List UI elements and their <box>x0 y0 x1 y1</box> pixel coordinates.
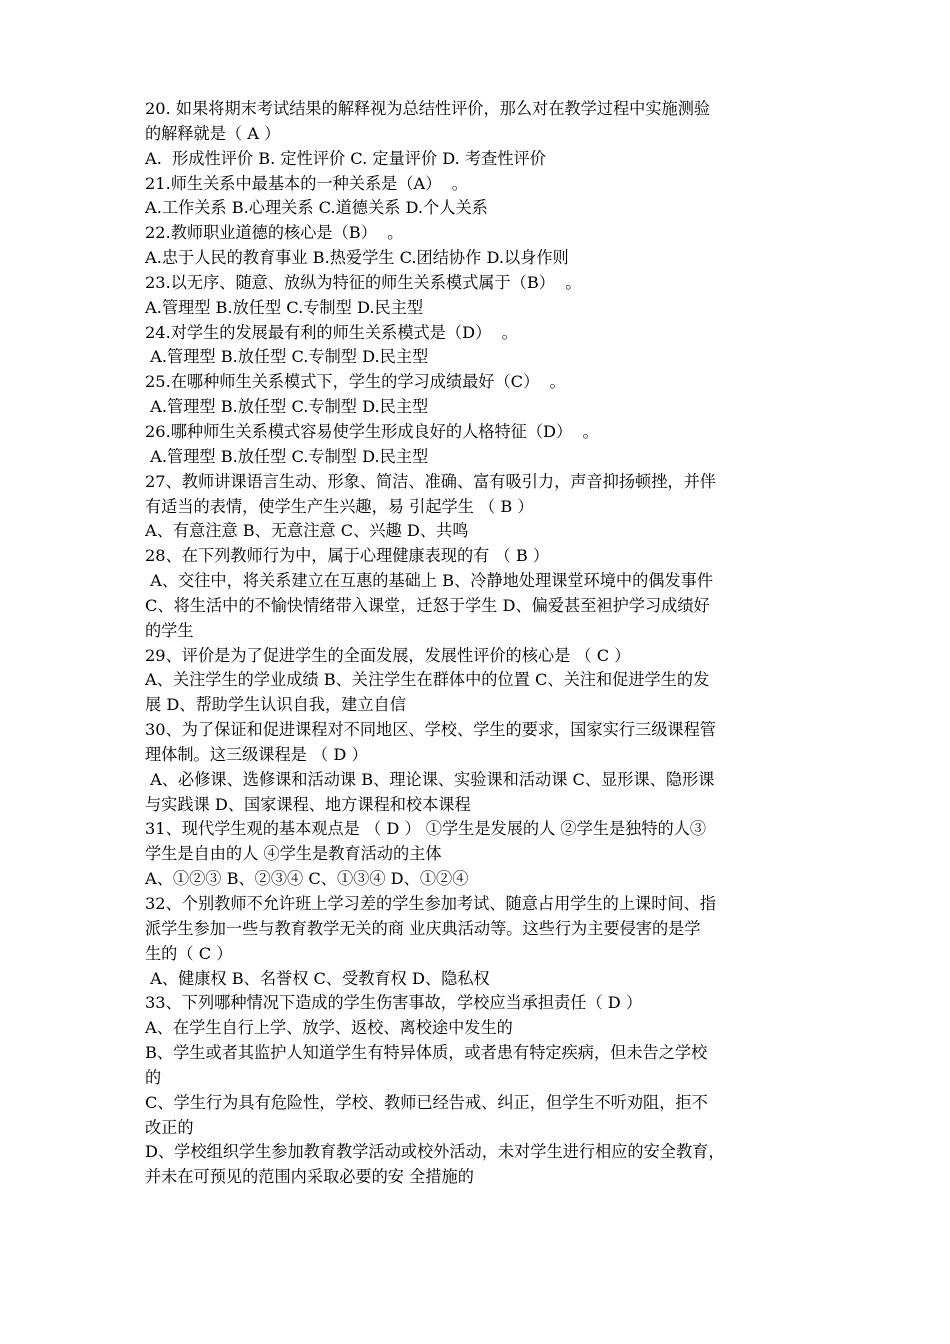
text-line: A.管理型 B.放任型 C.专制型 D.民主型 <box>145 397 429 417</box>
text-line: A、必修课、选修课和活动课 B、理论课、实验课和活动课 C、显形课、隐形课 <box>145 769 715 789</box>
text-line: 23.以无序、随意、放纵为特征的师生关系模式属于（B） 。 <box>145 272 582 292</box>
text-line: 25.在哪种师生关系模式下，学生的学习成绩最好（C） 。 <box>145 372 566 392</box>
text-line: 的解释就是（ A ） <box>145 123 281 143</box>
text-line: 26.哪种师生关系模式容易使学生形成良好的人格特征（D） 。 <box>145 421 599 441</box>
text-line: 33、下列哪种情况下造成的学生伤害事故，学校应当承担责任（ D ） <box>145 993 643 1013</box>
text-line: 29、评价是为了促进学生的全面发展，发展性评价的核心是 （ C ） <box>145 645 631 665</box>
text-line: 并未在可预见的范围内采取必要的安 全措施的 <box>145 1167 474 1187</box>
text-line: 32、个别教师不允许班上学习差的学生参加考试、随意占用学生的上课时间、指 <box>145 894 716 913</box>
text-line: 24.对学生的发展最有利的师生关系模式是（D） 。 <box>145 322 518 342</box>
text-line: 展 D、帮助学生认识自我，建立自信 <box>145 695 406 715</box>
text-line: 的学生 <box>145 620 194 640</box>
text-line: B、学生或者其监护人知道学生有特异体质，或者患有特定疾病，但未告之学校 <box>145 1043 708 1063</box>
text-line: C、学生行为具有危险性，学校、教师已经告戒、纠正，但学生不听劝阻，拒不 <box>145 1092 708 1112</box>
text-line: A、①②③ B、②③④ C、①③④ D、①②④ <box>145 869 469 889</box>
document-page <box>145 97 825 1190</box>
text-line: A.工作关系 B.心理关系 C.道德关系 D.个人关系 <box>145 198 488 218</box>
text-line: A.忠于人民的教育事业 B.热爱学生 C.团结协作 D.以身作则 <box>145 248 569 268</box>
text-line: 21.师生关系中最基本的一种关系是（A） 。 <box>145 173 468 193</box>
text-line: C、将生活中的不愉快情绪带入课堂，迁怒于学生 D、偏爱甚至袒护学习成绩好 <box>145 595 710 615</box>
text-line: 20. 如果将期末考试结果的解释视为总结性评价，那么对在教学过程中实施测验 <box>145 99 711 118</box>
text-line: 28、在下列教师行为中，属于心理健康表现的有 （ B ） <box>145 546 550 566</box>
text-line: 的 <box>145 1067 162 1087</box>
text-line: A、在学生自行上学、放学、返校、离校途中发生的 <box>145 1018 513 1038</box>
text-line: 31、现代学生观的基本观点是 （ D ） ①学生是发展的人 ②学生是独特的人③ <box>145 819 707 839</box>
text-line: A.管理型 B.放任型 C.专制型 D.民主型 <box>145 347 429 367</box>
text-line: A、交往中，将关系建立在互惠的基础上 B、冷静地处理课堂环境中的偶发事件 <box>145 571 714 591</box>
text-line: 与实践课 D、国家课程、地方课程和校本课程 <box>145 794 471 814</box>
text-line: A.管理型 B.放任型 C.专制型 D.民主型 <box>145 446 429 466</box>
text-line: 派学生参加一些与教育教学无关的商 业庆典活动等。这些行为主要侵害的是学 <box>145 918 701 938</box>
text-line: A、有意注意 B、无意注意 C、兴趣 D、共鸣 <box>145 521 469 541</box>
text-line: 30、为了保证和促进课程对不同地区、学校、学生的要求，国家实行三级课程管 <box>145 720 716 740</box>
text-line: 22.教师职业道德的核心是（B） 。 <box>145 223 404 243</box>
text-line: 有适当的表情，使学生产生兴趣，易 引起学生 （ B ） <box>145 496 534 516</box>
text-line: A、关注学生的学业成绩 B、关注学生在群体中的位置 C、关注和促进学生的发 <box>145 670 710 690</box>
text-line: 学生是自由的人 ④学生是教育活动的主体 <box>145 844 442 864</box>
text-line: 生的（ C ） <box>145 943 233 963</box>
text-line: A.管理型 B.放任型 C.专制型 D.民主型 <box>145 297 424 317</box>
text-line: 27、教师讲课语言生动、形象、简洁、准确、富有吸引力，声音抑扬顿挫，并伴 <box>145 471 716 491</box>
text-line: 理体制。这三级课程是 （ D ） <box>145 744 368 764</box>
text-line: D、学校组织学生参加教育教学活动或校外活动，未对学生进行相应的安全教育， <box>145 1142 725 1162</box>
text-line: A. 形成性评价 B. 定性评价 C. 定量评价 D. 考查性评价 <box>145 148 546 168</box>
text-line: A、健康权 B、名誉权 C、受教育权 D、隐私权 <box>145 968 490 988</box>
text-line: 改正的 <box>145 1117 194 1137</box>
